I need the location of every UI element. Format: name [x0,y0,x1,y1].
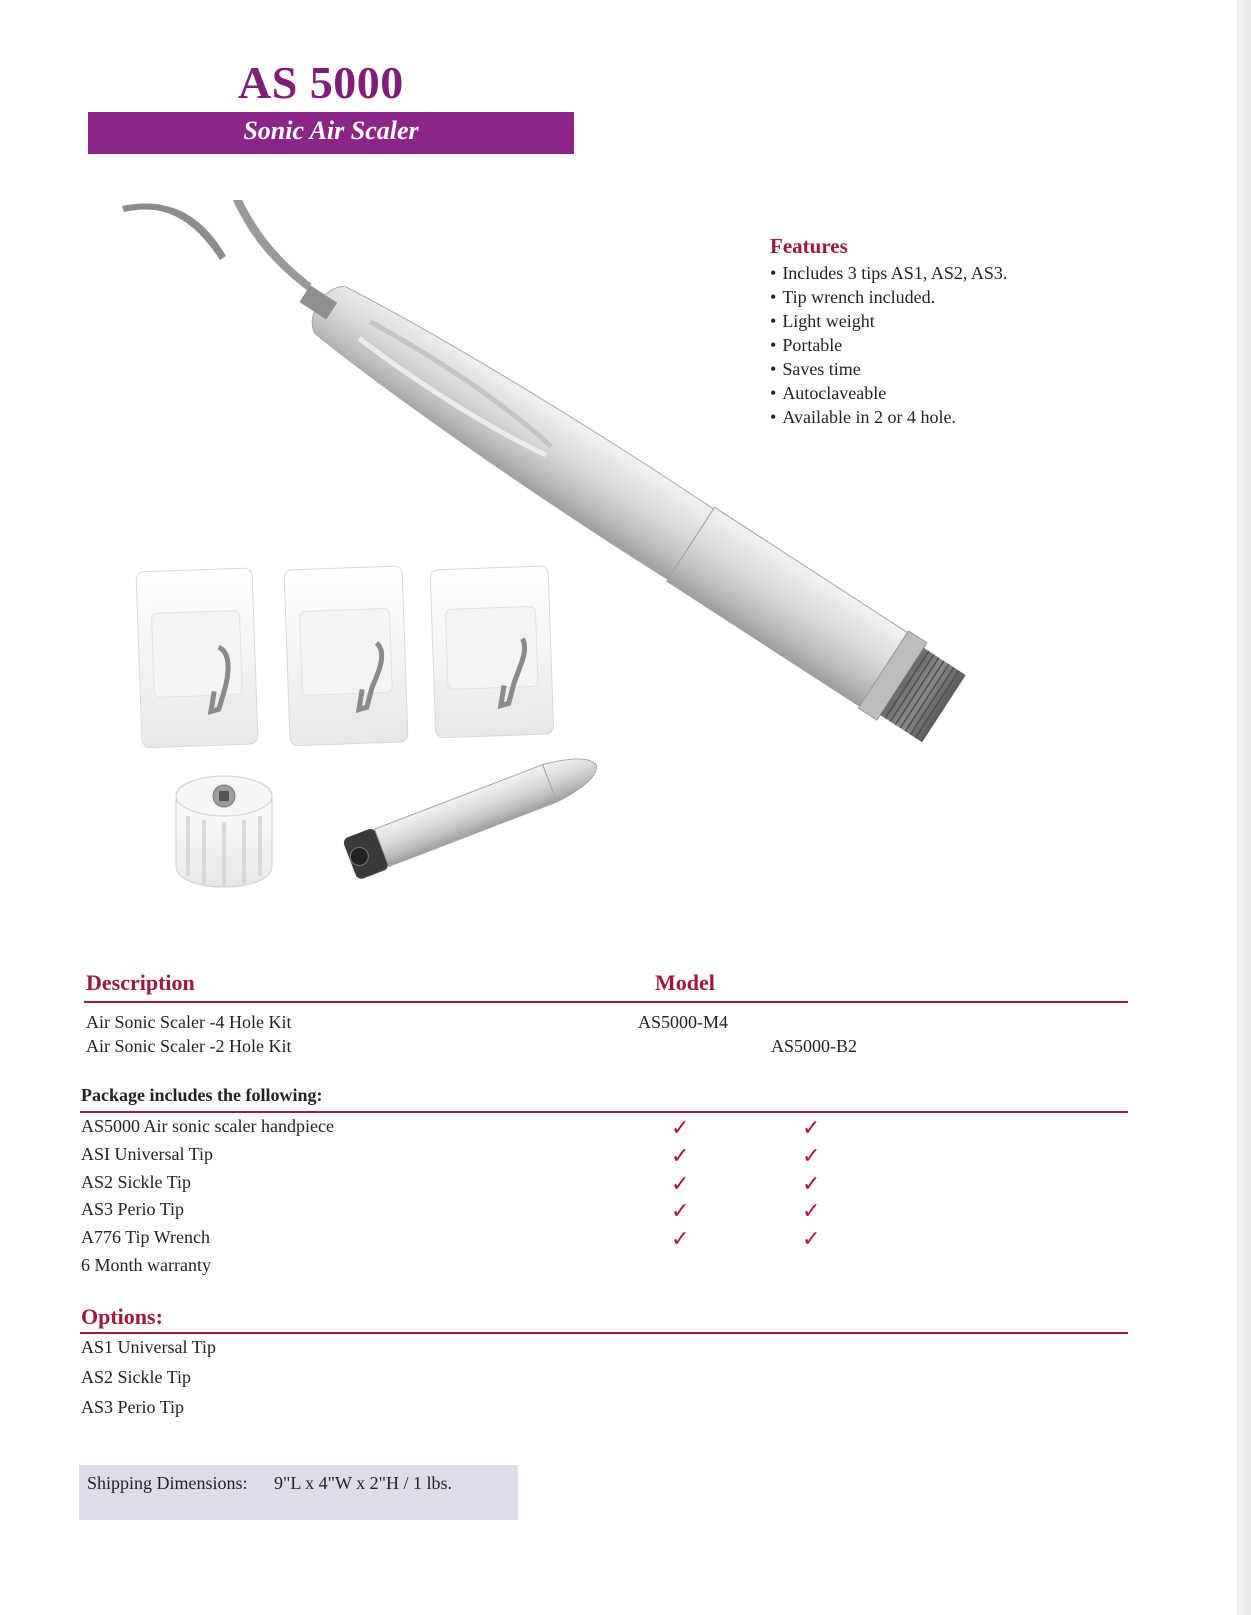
check-icon: ✓ [802,1172,821,1197]
package-item: ASI Universal Tip [81,1144,214,1164]
options-divider [80,1332,1128,1334]
model-column-header: Model [655,970,715,995]
package-item: 6 Month warranty [81,1255,211,1275]
feature-item: • Available in 2 or 4 hole. [770,405,1007,429]
package-item: A776 Tip Wrench [81,1227,210,1247]
package-item: AS3 Perio Tip [81,1199,185,1219]
package-heading: Package includes the following: [81,1085,323,1105]
table-divider [84,1001,1128,1003]
check-icon: ✓ [802,1199,821,1224]
feature-item: • Tip wrench included. [770,285,1007,309]
check-icon: ✓ [671,1116,690,1141]
description-column-header: Description [86,970,195,995]
check-icon: ✓ [671,1144,690,1169]
feature-item: • Includes 3 tips AS1, AS2, AS3. [770,261,1007,285]
options-heading: Options: [81,1304,163,1329]
features-list [770,261,1007,429]
tip-tray-3 [430,566,554,738]
shipping-dimensions-box [79,1465,518,1520]
check-icon: ✓ [671,1172,690,1197]
handpiece-small [342,745,604,881]
model-row-code: AS5000-B2 [771,1036,858,1056]
product-subtitle: Sonic Air Scaler [243,116,419,145]
package-divider [80,1111,1128,1113]
shipping-label: Shipping Dimensions: [87,1473,248,1493]
feature-item: • Autoclaveable [770,381,1007,405]
package-item: AS5000 Air sonic scaler handpiece [81,1116,334,1136]
subtitle-banner [88,112,574,154]
tip-tray-2 [284,566,408,746]
option-item: AS3 Perio Tip [81,1397,185,1417]
check-icon: ✓ [802,1227,821,1252]
feature-item: • Portable [770,333,1007,357]
check-icon: ✓ [802,1144,821,1169]
features-heading: Features [770,234,848,258]
tip-wrench [176,776,272,887]
option-item: AS2 Sickle Tip [81,1367,192,1387]
check-icon: ✓ [671,1199,690,1224]
shipping-value: 9"L x 4"W x 2"H / 1 lbs. [274,1473,453,1493]
model-row-description: Air Sonic Scaler -4 Hole Kit [86,1012,292,1032]
features-section [770,234,1007,429]
model-row-description: Air Sonic Scaler -2 Hole Kit [86,1036,292,1056]
feature-item: • Saves time [770,357,1007,381]
check-icon: ✓ [802,1116,821,1141]
feature-item: • Light weight [770,309,1007,333]
scaler-tip [122,204,226,260]
tip-tray-1 [136,568,258,748]
package-item: AS2 Sickle Tip [81,1172,192,1192]
option-item: AS1 Universal Tip [81,1337,217,1357]
check-icon: ✓ [671,1227,690,1252]
product-title: AS 5000 [238,57,404,108]
model-row-code: AS5000-M4 [638,1012,729,1032]
page-edge [1237,0,1251,1615]
